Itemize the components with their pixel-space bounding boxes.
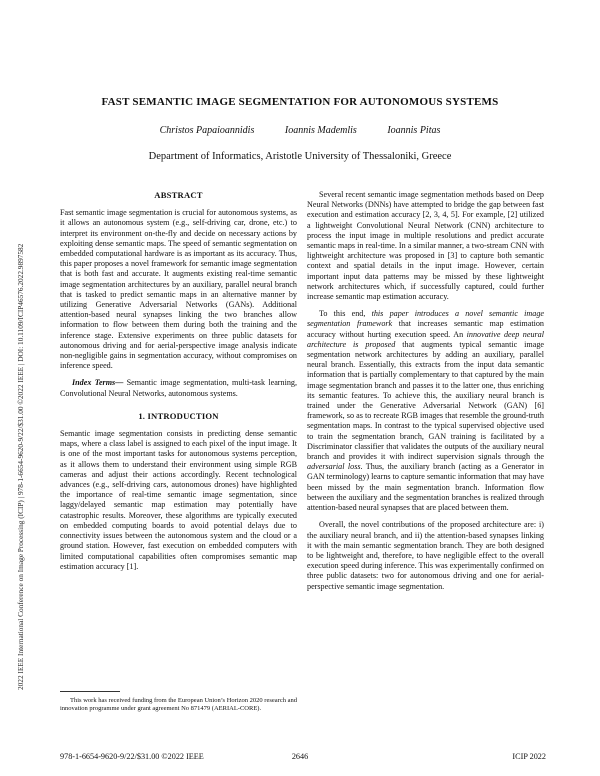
right-paragraph-2 [307,309,544,513]
abstract-heading: ABSTRACT [154,190,203,200]
index-terms-text: Semantic image segmentation, multi-task learning, Convolutional Neural Networks, autonomous systems. [60,378,297,398]
side-identifier-text: 2022 IEEE International Conference on Image Processing (ICIP) | 978-1-6654-9620-9/22/$31.00 ©2022 IEEE | DOI: 10.1109/ICIP46576.2022.9897582 [16,243,25,690]
footer-page-number: 2646 [291,752,309,761]
author-list [40,125,560,136]
paper-title: FAST SEMANTIC IMAGE SEGMENTATION FOR AUTONOMOUS SYSTEMS [101,96,499,108]
footnote-text: This work has received funding from the European Union’s Horizon 2020 research and innovation programme under grant agreement No 871479 (AERIAL-CORE). [60,697,297,712]
p2-segment-a: To this end, [319,309,372,319]
p2-emphasis-architecture: innovative deep neural architecture is proposed [307,329,544,349]
introduction-paragraph-1: Semantic image segmentation consists in predicting dense semantic maps, where a class label is assigned to each pixel of the input image. It is one of the most important tasks for autonomous systems perception, as it allows them to understand their environment using simple RGB cameras and adjust their actions accordingly. Recent technological advances (e.g., self-driving cars, autonomous drones) have highlighted the importance of real-time semantic image segmentation, since laggy/delayed semantic map estimation may potentially have catastrophic results. Moreover, these algorithms are typically executed on embedded computing boards to avoid potential delays due to connectivity issues between the autonomous system and the cloud or a ground station. However, fast execution on embedded computers with limited computational capabilities often compromises semantic map estimation accuracy [1]. [60,429,297,571]
footnote-rule [60,691,120,692]
introduction-heading: 1. INTRODUCTION [138,410,219,421]
abstract-text: Fast semantic image segmentation is crucial for autonomous systems, as it allows an autonomous system (e.g., self-driving car, drone, etc.) to interpret its environment on-the-fly and decide on necessary actions by exploiting dense semantic maps. The speed of semantic segmentation on embedded computational hardware is as important as its accuracy. Thus, this paper proposes a novel framework for semantic image segmentation that is both fast and accurate. It augments existing real-time semantic image segmentation architectures by an auxiliary, parallel neural branch that is tasked to predict semantic maps in an alternative manner by utilizing Generative Adversarial Networks (GANs). Additional attention-based neural synapses linking the two branches allow information to flow between them during both the training and the inference stage. Extensive experiments on three public datasets for autonomous driving and for aerial-perspective image analysis indicate non-negligible gains in segmentation accuracy, without compromises on inference speed. [60,208,297,371]
index-terms [60,378,297,398]
index-terms-label: Index Terms— [72,378,124,388]
right-paragraph-1: Several recent semantic image segmentation methods based on Deep Neural Networks (DNNs) have attempted to bridge the gap between fast execution and estimation accuracy [2, 3, 4, 5]. For example, [2] utilized a lightweight Convolutional Neural Network (CNN) architecture to process the input image in multiple resolutions and predict accurate semantic maps in real-time. In a similar manner, a two-stream CNN with lightweight architecture was proposed in [3] to capture both semantic context and spatial details in the input image. However, certain important input data patterns may be missed by these lightweight network architectures which, if successfully captured, could further increase semantic map estimation accuracy. [307,190,544,302]
footer-isbn: 978-1-6654-9620-9/22/$31.00 ©2022 IEEE [60,752,204,761]
right-column [307,190,544,599]
author-1: Christos Papaioannidis [159,125,255,136]
author-2: Ioannis Mademlis [284,125,357,136]
p2-segment-e: that augments typical semantic image segmentation network architectures by adding an auxiliary, parallel neural branch. Essentially, this extracts from the input data semantic information that is partially complementary to that captured by the main image segmentation branch and passes it to the latter one, thus enriching its semantic features. To achieve this, the auxiliary neural branch is trained under the Generative Adversarial Network (GAN) [6] framework, so as to recreate RGB images that resemble the ground-truth segmentation maps. In contrast to the typical supervised objective used to train the segmentation branch, GAN training is facilitated by a Discriminator classifier that validates the outputs of the auxiliary neural branch and provides it with indirect supervision signals through the [307,339,544,462]
footnote [60,691,297,713]
footer-conference: ICIP 2022 [512,752,546,761]
right-paragraph-3: Overall, the novel contributions of the proposed architecture are: i) the auxiliary neural branch, and ii) the attention-based synapses linking it with the main semantic segmentation branch. They are both designed to be lightweight and, therefore, to have negligible effect to the overall execution speed during inference. This was experimentally confirmed on three public datasets: two for autonomous driving and one for aerial-perspective semantic image segmentation. [307,520,544,591]
affiliation: Department of Informatics, Aristotle University of Thessaloniki, Greece [148,151,452,162]
side-identifier [3,130,25,690]
left-column [60,190,297,579]
author-3: Ioannis Pitas [387,125,441,136]
p2-emphasis-framework: this paper introduces a novel semantic image segmentation framework [307,309,544,329]
p2-segment-g: . Thus, the auxiliary branch (acting as a Generator in GAN terminology) learns to capture semantic information that may have been missed by the main segmentation branch. Information flow between the auxiliary and the segmentation branches is realized through attention-based neural synapses that are placed between them. [307,462,544,513]
p2-segment-c: that increases semantic map estimation accuracy without hurting execution speed. An [307,319,544,339]
p2-emphasis-adversarial-loss: adversarial loss [307,462,361,472]
